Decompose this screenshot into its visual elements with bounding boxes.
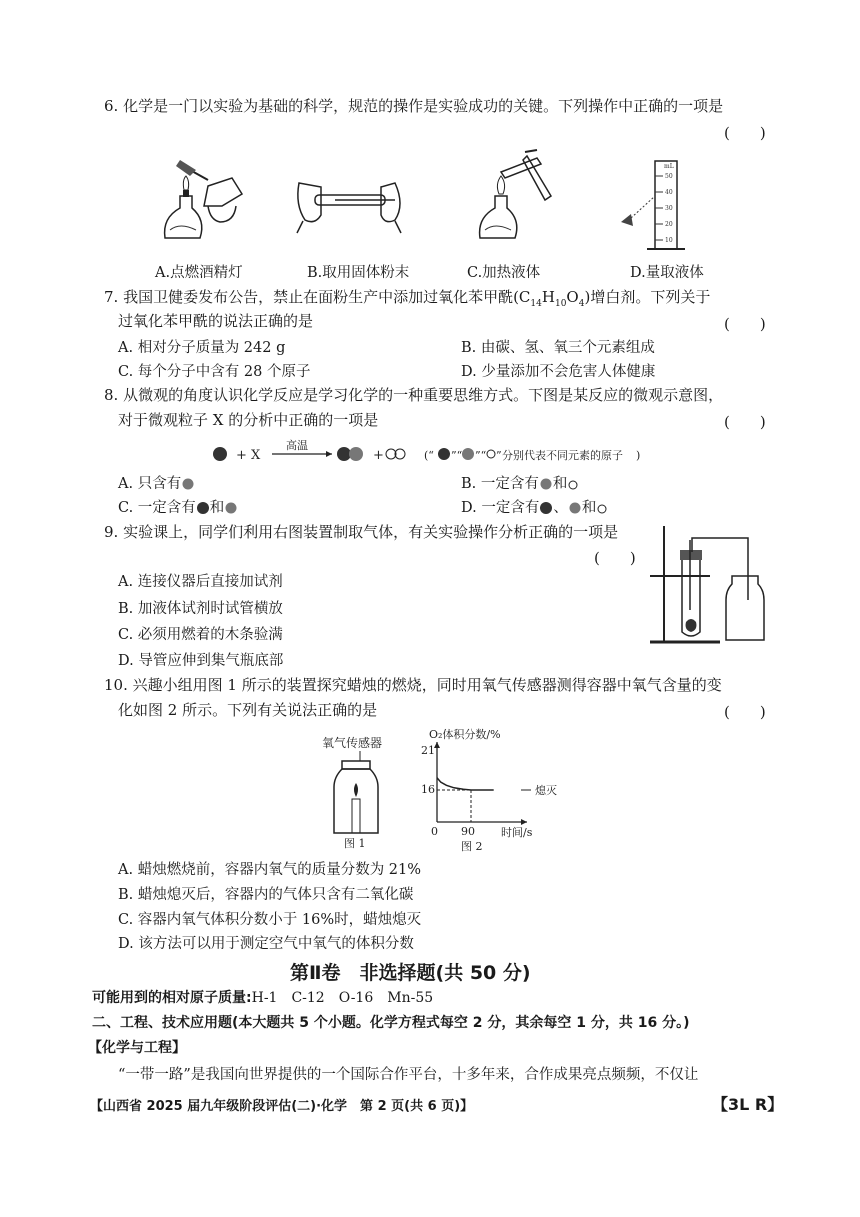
gas-apparatus-illustration [640, 520, 780, 650]
figure1-candle-bottle [320, 735, 410, 850]
x-tick-0: 0 [431, 825, 438, 838]
condition-label: 高温 [286, 439, 308, 452]
q10-option-c: C. 容器内氧气体积分数小于 16%时，蜡烛熄灭 [118, 912, 422, 928]
q10-option-b: B. 蜡烛熄灭后，容器内的气体只含有二氧化碳 [118, 887, 414, 903]
cylinder-tick: 30 [665, 205, 673, 212]
x-axis-arrow-icon [521, 819, 527, 825]
svg-text:): ) [636, 449, 641, 462]
dark-atom-icon [197, 502, 209, 514]
gray-atom-icon [569, 503, 580, 514]
dark-atom-icon [213, 447, 227, 461]
q7-option-c: C. 每个分子中含有 28 个原子 [118, 364, 311, 380]
footer-left: 【山西省 2025 届九年级阶段评估(二)·化学 第 2 页(共 6 页)】 [90, 1099, 474, 1114]
q8-option-d: D. 一定含有 、 和 [461, 496, 608, 517]
candle-icon [352, 799, 360, 833]
gray-atom-icon [462, 448, 474, 460]
gray-atom-icon [349, 447, 363, 461]
q10-answer-paren: ( ) [724, 703, 766, 721]
graduated-cylinder-illustration [615, 156, 695, 256]
chart-ylabel: O₂体积分数/% [429, 728, 501, 741]
q7-stem-line2: 过氧化苯甲酰的说法正确的是 [118, 312, 314, 330]
x-tick-90: 90 [461, 825, 475, 838]
subhead-chem-engineering: 【化学与工程】 [88, 1040, 186, 1056]
cylinder-tick: 40 [665, 189, 673, 196]
q8-stem-line2: 对于微观粒子 X 的分析中正确的一项是 [118, 411, 379, 429]
sensor-label: 氧气传感器 [322, 736, 383, 750]
y-tick-16: 16 [421, 783, 435, 796]
plus-label: + [373, 448, 384, 463]
figure2-caption: 图 2 [461, 840, 483, 853]
q6-stem: 6. 化学是一门以实验为基础的科学，规范的操作是实验成功的关键。下列操作中正确的一项是 [104, 97, 724, 115]
arrow-icon [326, 451, 332, 457]
chart-annotation: 熄灭 [535, 784, 557, 797]
series-line [437, 778, 494, 790]
footer-right: 【3L R】 [712, 1095, 784, 1114]
q9-stem: 9. 实验课上，同学们利用右图装置制取气体，有关实验操作分析正确的一项是 [104, 523, 619, 541]
white-atom-icon [487, 450, 495, 458]
q10-stem-line2: 化如图 2 所示。下列有关说法正确的是 [118, 701, 378, 719]
q8-option-c: C. 一定含有 和 [118, 496, 238, 517]
q7-answer-paren: ( ) [724, 315, 766, 333]
dark-atom-icon [438, 448, 450, 460]
gray-atom-icon [183, 479, 194, 490]
chart-xlabel: 时间/s [501, 826, 533, 839]
q6-option-b: B.取用固体粉末 [307, 265, 410, 281]
svg-text:”: ” [496, 449, 502, 462]
q10-stem-line1: 10. 兴趣小组用图 1 所示的装置探究蜡烛的燃烧，同时用氧气传感器测得容器中氧气含量的变 [104, 676, 722, 694]
q6-option-a: A.点燃酒精灯 [155, 265, 243, 281]
q8-answer-paren: ( ) [724, 413, 766, 431]
q6-answer-paren: ( ) [724, 124, 766, 142]
q9-option-a: A. 连接仪器后直接加试剂 [118, 574, 283, 590]
plus-x-label: + X [236, 448, 261, 463]
svg-text:”“: ”“ [475, 449, 487, 462]
heating-liquid-illustration [465, 150, 565, 250]
dark-atom-icon [337, 447, 351, 461]
svg-text:”“: ”“ [451, 449, 463, 462]
q7-option-b: B. 由碳、氢、氧三个元素组成 [461, 340, 655, 356]
dark-atom-icon [540, 502, 552, 514]
white-atom-icon [598, 505, 606, 513]
q6-option-d: D.量取液体 [630, 265, 704, 281]
q9-option-c: C. 必须用燃着的木条验满 [118, 627, 283, 643]
intro-paragraph: “一带一路”是我国向世界提供的一个国际合作平台，十多年来，合作成果亮点频频，不仅让 [118, 1067, 699, 1083]
section2-title: 第Ⅱ卷 非选择题(共 50 分) [290, 962, 531, 984]
q9-answer-paren: ( ) [594, 549, 636, 567]
cylinder-unit: mL [664, 163, 674, 170]
q8-option-b: B. 一定含有 和 [461, 472, 579, 493]
q7-option-d: D. 少量添加不会危害人体健康 [461, 364, 656, 380]
q7-stem-line1: 7. 我国卫健委发布公告，禁止在面粉生产中添加过氧化苯甲酰$(C_{14}H_{10}O_4)$增白剂。下列关于 [104, 288, 711, 309]
q8-option-a: A. 只含有 [118, 472, 195, 493]
cylinder-tick: 10 [665, 237, 673, 244]
figure1-caption: 图 1 [344, 837, 366, 850]
reaction-diagram [210, 436, 670, 472]
q7-option-a: A. 相对分子质量为 242 g [118, 340, 286, 356]
cylinder-tick: 20 [665, 221, 673, 228]
q10-option-a: A. 蜡烛燃烧前，容器内氧气的质量分数为 21% [118, 862, 422, 878]
q6-option-c: C.加热液体 [467, 265, 541, 281]
alcohol-lamp-ignite-illustration [150, 150, 250, 250]
atomic-mass-line: 可能用到的相对原子质量:H-1 C-12 O-16 Mn-55 [92, 990, 434, 1006]
q8-stem-line1: 8. 从微观的角度认识化学反应是学习化学的一种重要思维方式。下图是某反应的微观示意图， [104, 386, 724, 404]
y-tick-21: 21 [421, 744, 435, 757]
gray-atom-icon [540, 479, 551, 490]
svg-text:(“: (“ [424, 449, 434, 462]
cylinder-tick: 50 [665, 173, 673, 180]
gray-atom-icon [226, 503, 237, 514]
q10-option-d: D. 该方法可以用于测定空气中氧气的体积分数 [118, 936, 414, 952]
white-atom-icon [569, 481, 577, 489]
part2-heading: 二、工程、技术应用题(本大题共 5 个小题。化学方程式每空 2 分，其余每空 1 分，共 16 分。) [92, 1015, 690, 1031]
oxygen-chart [415, 726, 585, 851]
atom-legend: 分别代表不同元素的原子 [502, 449, 623, 462]
q9-option-b: B. 加液体试剂时试管横放 [118, 601, 283, 617]
powder-tube-illustration [295, 175, 405, 235]
q9-option-d: D. 导管应伸到集气瓶底部 [118, 653, 284, 669]
